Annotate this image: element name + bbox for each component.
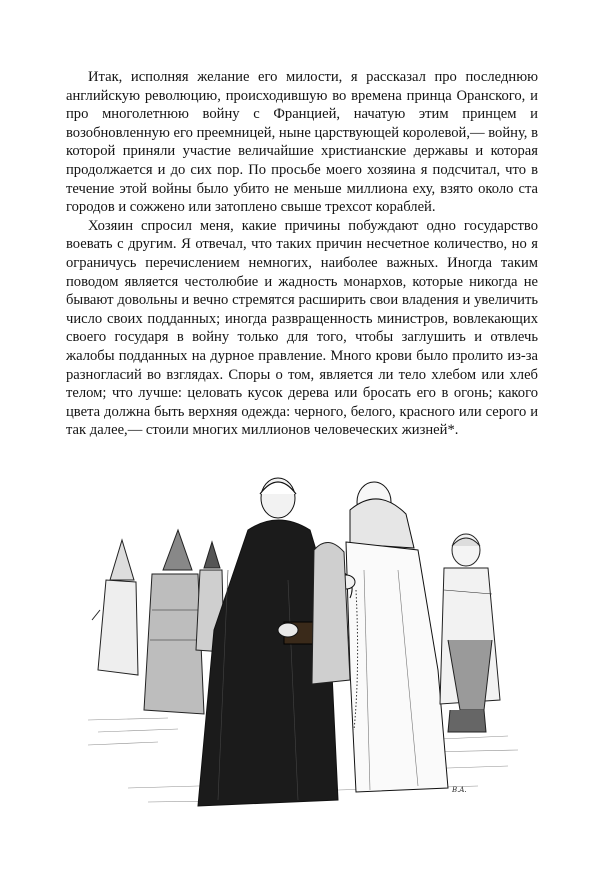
engraving-illustration <box>88 470 520 818</box>
paragraph-war-history: Итак, исполняя желание его милости, я рассказал про последнюю английскую революцию, происходившую во времена принца Оранского, и про многолетнюю войну с Францией, начатую этим принцем и возобновленную его преемницей, ныне царствующей королевой,— войну, в которой приняли участие величайшие христианские державы и которая продолжается и до сих пор. По просьбе моего хозяина я подсчитал, что в течение этой войны было убито не меньше миллиона еху, взято около ста городов и сожжено или затоплено свыше трехсот кораблей. <box>66 69 538 216</box>
paragraph-causes-of-war: Хозяин спросил меня, какие причины побуждают одно государство воевать с другим. Я отвечал, что таких причин несчетное количество, но я ограничусь перечислением немногих, наиболее важных. Иногда таким поводом является честолюбие и жадность монархов, которые никогда не бывают довольны и вечно стремятся расширить свои владения и увеличить число своих подданных; иногда развращенность министров, вовлекающих своего государя в войну только для того, чтобы заглушить и отвлечь жалобы подданных на дурное правление. Много крови было пролито из-за разногласий во взглядах. Споры о том, является ли тело хлебом или хлеб телом; что лучше: целовать кусок дерева или бросать его в огонь; какого цвета должна быть верхняя одежда: черного, белого, красного или серого и так далее,— стоили многих миллионов человеческих жизней*. <box>66 217 538 439</box>
body-text <box>66 68 538 440</box>
standing-figure-right <box>440 534 500 732</box>
monk-white-robe <box>336 482 448 792</box>
hooded-figure-far-left <box>92 540 138 675</box>
engraver-signature: B.A. <box>452 786 467 794</box>
veiled-figure-center <box>312 542 350 684</box>
hooded-figure-left <box>144 530 204 714</box>
